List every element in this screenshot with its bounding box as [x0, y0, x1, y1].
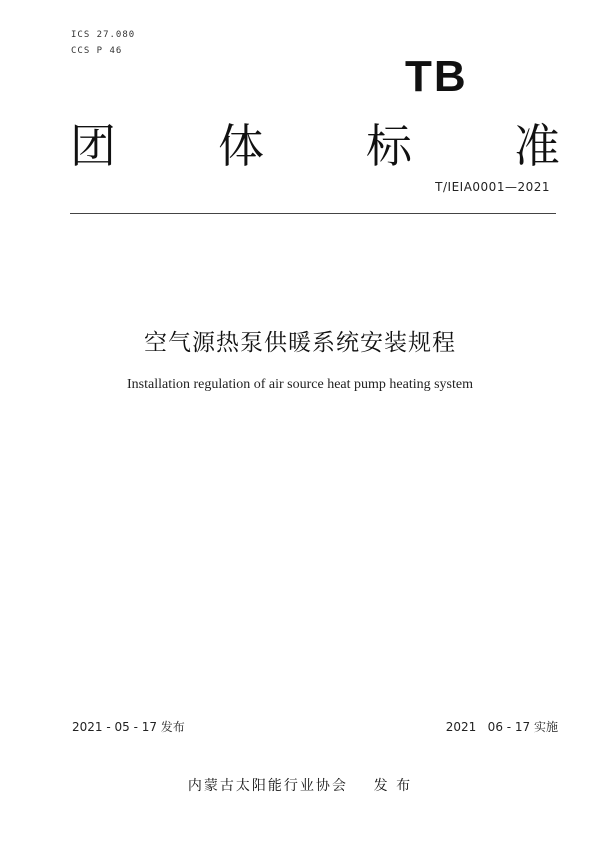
standard-type-char: 体: [218, 119, 264, 173]
implementation-date: 2021 06 - 17 实施: [445, 720, 558, 734]
tb-logo: TB: [405, 52, 468, 101]
standard-type-char: 标: [366, 119, 412, 173]
ccs-code: CCS P 46: [71, 46, 123, 56]
publisher: 内蒙古太阳能行业协会 发 布: [187, 778, 413, 794]
standard-type-char: 团: [70, 119, 116, 173]
standard-type-char: 准: [514, 119, 560, 173]
ics-code: ICS 27.080: [71, 30, 136, 40]
standard-number: T/IEIA0001—2021: [435, 180, 550, 194]
header-divider: [70, 213, 556, 214]
document-title-chinese: 空气源热泵供暖系统安装规程: [144, 330, 456, 356]
standard-type-heading: [70, 118, 560, 174]
document-title-english: Installation regulation of air source heat pump heating system: [126, 377, 473, 392]
issue-date: 2021 - 05 - 17 发布: [72, 720, 185, 734]
